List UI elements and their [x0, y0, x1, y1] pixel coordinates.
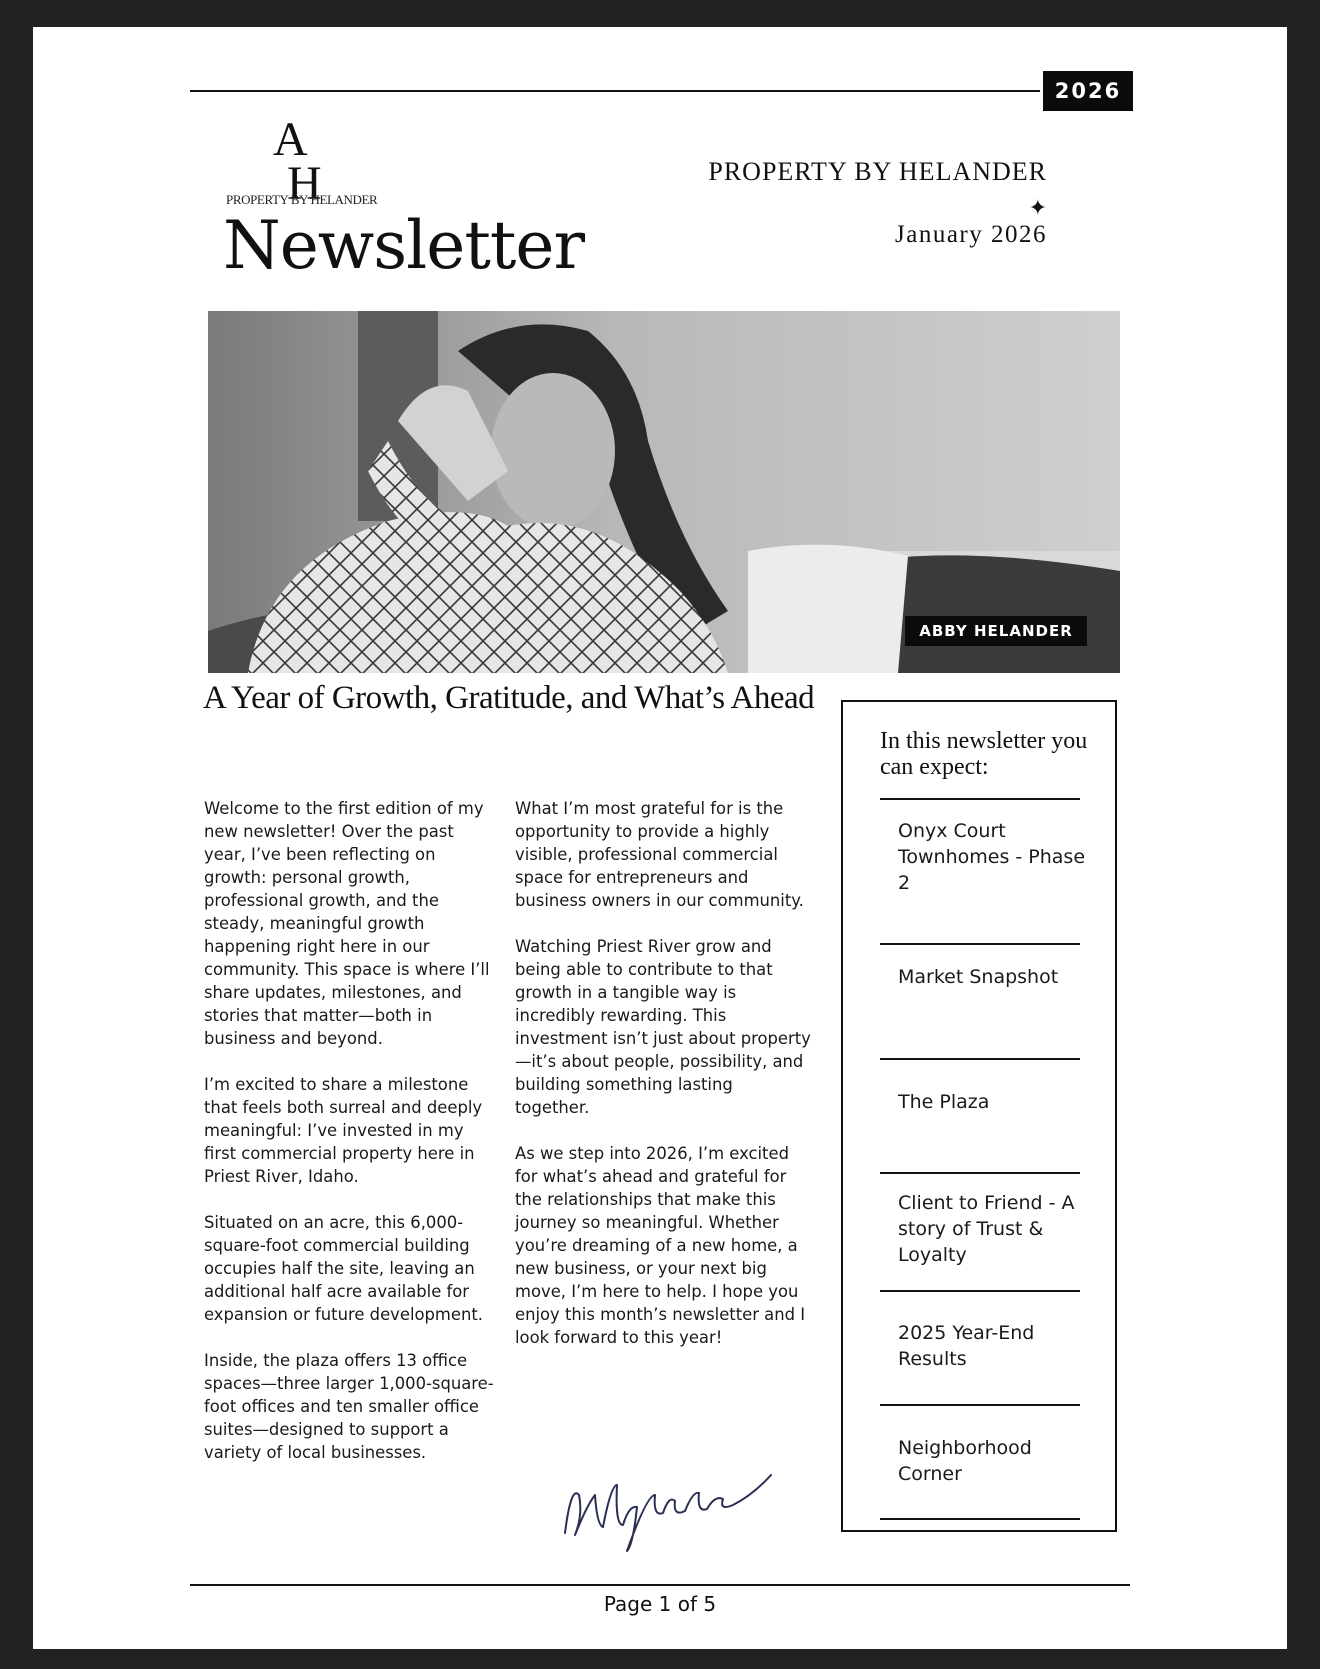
- paragraph: Situated on an acre, this 6,000-square-foot commercial building occupies half the site, leaving an additional half acre available for expansion or future development.: [204, 1213, 484, 1324]
- brand-name: PROPERTY BY HELANDER: [708, 157, 1047, 186]
- toc-divider: [880, 1058, 1080, 1060]
- year-badge: 2026: [1043, 71, 1133, 111]
- toc-divider: [880, 798, 1080, 800]
- toc-item-market-snapshot: Market Snapshot: [898, 966, 1059, 988]
- paragraph: As we step into 2026, I’m excited for what’s ahead and grateful for the relationships that make this journey so meaningful. Whether you’re dreaming of a new home, a new business, or your next big move, I’m here to help. I hope you enjoy this month’s newsletter and I look forward to this year!: [515, 1144, 806, 1347]
- toc-divider: [880, 1518, 1080, 1520]
- page-number: Page 1 of 5: [603, 1592, 717, 1616]
- newsletter-title: Newsletter: [223, 207, 584, 284]
- paragraph: Welcome to the first edition of my new newsletter! Over the past year, I’ve been reflecting on growth: personal growth, professional growth, and the steady, meaningful growth happening right here in our community. This space is where I’ll share updates, milestones, and stories that matter—both in business and beyond.: [204, 799, 490, 1048]
- paragraph: Watching Priest River grow and being able to contribute to that growth in a tangible way is incredibly rewarding. This investment isn’t just about property—it’s about people, possibility, and building something lasting together.: [515, 937, 811, 1117]
- issue-date: January 2026: [895, 221, 1047, 248]
- toc-item-neighborhood-corner: Neighborhood Corner: [898, 1437, 1032, 1485]
- article-headline: A Year of Growth, Gratitude, and What’s Ahead: [203, 680, 815, 716]
- toc-item-onyx-court: Onyx Court Townhomes - Phase 2: [898, 820, 1086, 894]
- toc-divider: [880, 1172, 1080, 1174]
- bottom-rule: [190, 1584, 1130, 1586]
- top-rule: [190, 90, 1040, 92]
- toc-box: [841, 700, 1117, 1532]
- svg-text:H: H: [287, 157, 322, 209]
- svg-text:A: A: [273, 113, 308, 166]
- paragraph: I’m excited to share a milestone that feels both surreal and deeply meaningful: I’ve invested in my first commercial property here in Priest River, Idaho.: [204, 1075, 483, 1186]
- toc-divider: [880, 1290, 1080, 1292]
- paragraph: Inside, the plaza offers 13 office spaces—three larger 1,000-square-foot offices and ten smaller office suites—designed to support a variety of local businesses.: [204, 1351, 494, 1462]
- logo-wordmark: PROPERTY BY HELANDER: [226, 192, 378, 207]
- toc-item-year-end-results: 2025 Year-End Results: [898, 1322, 1035, 1370]
- photo-caption: ABBY HELANDER: [905, 616, 1087, 646]
- toc-divider: [880, 1404, 1080, 1406]
- toc-item-client-to-friend: Client to Friend - A story of Trust & Loyalty: [898, 1192, 1075, 1266]
- four-point-star-icon: ✦: [1028, 195, 1047, 220]
- paragraph: What I’m most grateful for is the opportunity to provide a highly visible, professional commercial space for entrepreneurs and business owners in our community.: [515, 799, 804, 910]
- newsletter-page: [33, 27, 1287, 1649]
- signature-icon: [557, 1455, 787, 1555]
- toc-item-the-plaza: The Plaza: [898, 1091, 990, 1113]
- toc-divider: [880, 943, 1080, 945]
- article-column-1: [204, 797, 496, 1487]
- toc-title: In this newsletter you can expect:: [880, 728, 1088, 780]
- article-column-2: [515, 797, 811, 1372]
